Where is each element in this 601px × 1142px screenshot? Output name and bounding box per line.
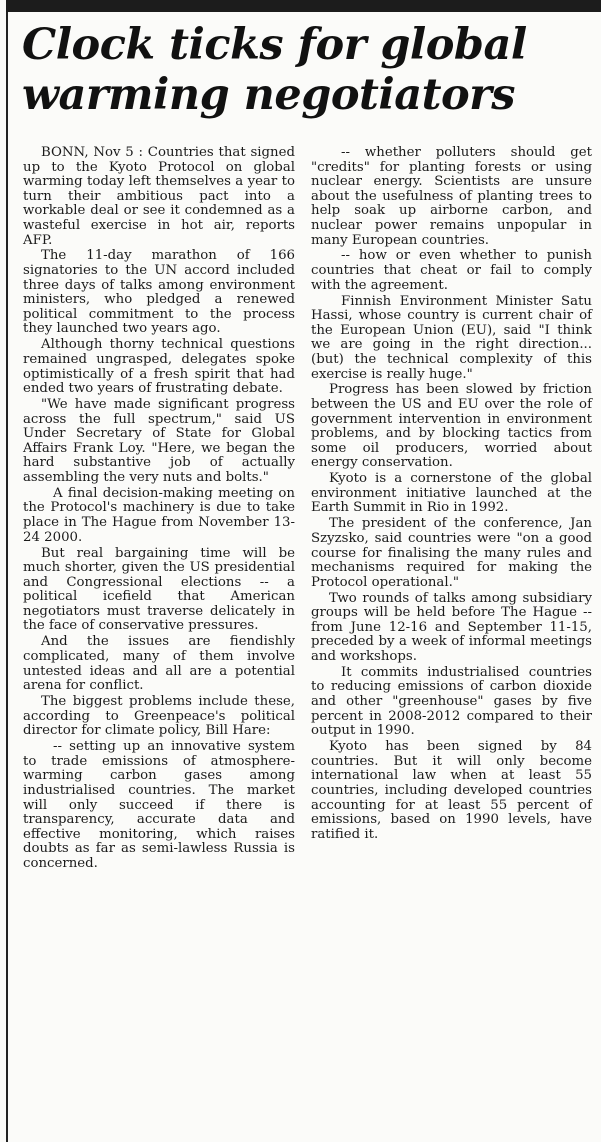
paragraph: Although thorny technical questions remained ungrasped, delegates spoke optimistically of a fresh spirit that had ended two years of frustrating debate. — [23, 337, 295, 397]
headline-line-1: Clock ticks for global — [22, 20, 527, 70]
paragraph: -- how or even whether to punish countries that cheat or fail to comply with the agreement. — [311, 248, 592, 293]
paragraph: But real bargaining time will be much shorter, given the US presidential and Congressional elections -- a political icefield that American negotiators must traverse delicately in the face of conservative pressures. — [23, 545, 295, 634]
paragraph: BONN, Nov 5 : Countries that signed up to the Kyoto Protocol on global warming today left themselves a year to turn their ambitious pact into a workable deal or see it condemned as a wasteful exercise in hot air, reports AFP. — [23, 145, 295, 248]
paragraph: "We have made significant progress across the full spectrum," said US Under Secretary of State for Global Affairs Frank Loy. "Here, we began the hard substantive job of actually assembling the very nuts and bolts." — [23, 396, 295, 485]
left-border-rule — [6, 12, 8, 1142]
paragraph: The biggest problems include these, according to Greenpeace's political director for climate policy, Bill Hare: — [23, 694, 295, 739]
paragraph: Finnish Environment Minister Satu Hassi, whose country is current chair of the European Union (EU), said "I think we are going in the right direction... (but) the technical complexity of this exercise is really huge." — [311, 293, 592, 382]
paragraph: Progress has been slowed by friction between the US and EU over the role of government intervention in environment problems, and by blocking tactics from some oil producers, worried about energy conservation. — [311, 382, 592, 471]
article-column-right — [311, 146, 592, 844]
paragraph: It commits industrialised countries to reducing emissions of carbon dioxide and other "greenhouse" gases by five percent in 2008-2012 compared to their output in 1990. — [311, 664, 592, 739]
paragraph: The 11-day marathon of 166 signatories to the UN accord included three days of talks among environment ministers, who pledged a renewed political commitment to the process they launched two years ago. — [23, 248, 295, 337]
article-column-left — [23, 146, 295, 873]
paragraph: -- whether polluters should get "credits" for planting forests or using nuclear energy. Scientists are unsure about the usefulness of planting trees to help soak up airborne carbon, and nuclear power remains unpopular in many European countries. — [311, 145, 592, 248]
paragraph: A final decision-making meeting on the Protocol's machinery is due to take place in The Hague from November 13-24 2000. — [23, 485, 295, 545]
paragraph: Kyoto is a cornerstone of the global environment initiative launched at the Earth Summit in Rio in 1992. — [311, 471, 592, 516]
paragraph: The president of the conference, Jan Szyzsko, said countries were "on a good course for finalising the many rules and mechanisms required for making the Protocol operational." — [311, 516, 592, 590]
paragraph: -- setting up an innovative system to trade emissions of atmosphere-warming carbon gases among industrialised countries. The market will only succeed if there is transparency, accurate data and effective monitoring, which raises doubts as far as semi-lawless Russia is concerned. — [23, 739, 295, 871]
paragraph: And the issues are fiendishly complicated, many of them involve untested ideas and all are a potential arena for conflict. — [23, 634, 295, 694]
paragraph: Two rounds of talks among subsidiary groups will be held before The Hague -- from June 12-16 and September 11-15, preceded by a week of informal meetings and workshops. — [311, 590, 592, 664]
headline-line-2: warming negotiators — [22, 70, 515, 120]
headline — [22, 20, 597, 120]
top-border-rule — [6, 0, 601, 12]
paragraph: Kyoto has been signed by 84 countries. But it will only become international law when at least 55 countries, including developed countries accounting for at least 55 percent of emissions, based on 1990 levels, have ratified it. — [311, 739, 592, 842]
